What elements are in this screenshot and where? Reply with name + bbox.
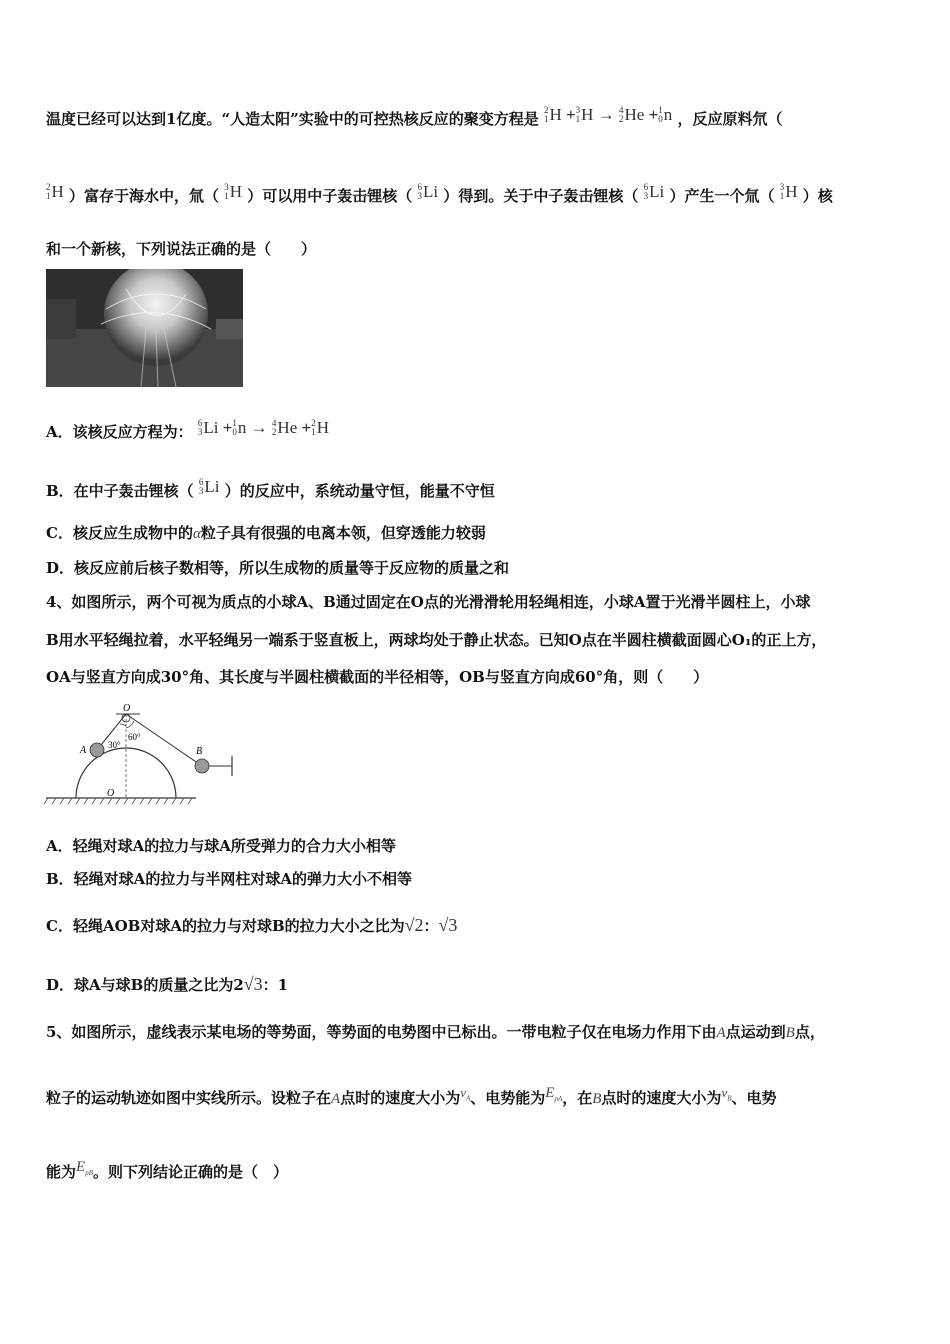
label-30: 30°	[108, 740, 121, 750]
fusion-equation: 2 1 H + 3 1 H → 4 2 He + 1 0 n	[543, 105, 673, 125]
q4-line-2: B用水平轻绳拉着，水平轻绳另一端系于竖直板上，两球均处于静止状态。已知O点在半圆柱横截面圆心O₁的正上方，	[46, 631, 827, 649]
q4-option-a: A．轻绳对球A的拉力与球A所受弹力的合力大小相等	[46, 837, 396, 855]
q4-line-1: 4、如图所示，两个可视为质点的小球A、B通过固定在O点的光滑滑轮用轻绳相连，小球A置于光滑半圆柱上，小球	[46, 593, 811, 611]
q3-option-c: C．核反应生成物中的α粒子具有很强的电离本领，但穿透能力较弱	[46, 524, 486, 542]
q4-option-c: C．轻绳AOB对球A的拉力与对球B的拉力大小之比为√2：√3	[46, 915, 458, 935]
q3-option-d: D．核反应前后核子数相等，所以生成物的质量等于反应物的质量之和	[46, 559, 510, 577]
q4-option-d: D．球A与球B的质量之比为2√3：1	[46, 974, 289, 994]
intro-line-1: 温度已经可以达到1亿度。“人造太阳”实验中的可控热核反应的聚变方程是 2 1 H + 3 1 H → 4 2 He + 1 0 n ，反应原料氘（	[46, 105, 783, 128]
q3-option-b: B．在中子轰击锂核（ 6 3 Li ）的反应中，系统动量守恒，能量不守恒	[46, 477, 495, 500]
tritium-symbol-2: 3 1 H	[779, 182, 798, 202]
deuterium-symbol: 2 1 H	[46, 182, 64, 202]
lithium-symbol-2: 6 3 Li	[643, 182, 665, 202]
lithium-symbol: 6 3 Li	[417, 182, 439, 202]
label-O1: O	[107, 788, 115, 799]
label-B: B	[196, 746, 203, 757]
q5-line-3: 能为$E_{pB}$。则下列结论正确的是（ ）	[46, 1159, 288, 1181]
label-A: A	[80, 745, 87, 756]
q4-diagram	[44, 700, 238, 808]
label-60: 60°	[128, 732, 141, 742]
q4-line-3: OA与竖直方向成30°角、其长度与半圆柱横截面的半径相等，OB与竖直方向成60°角，则（ ）	[46, 668, 709, 686]
option-a-equation: 6 3 Li + 1 0 n → 4 2 He + 2 1 H	[197, 418, 329, 438]
intro-line-2: 2 1 H ）富存于海水中，氚（ 3 1 H ）可以用中子轰击锂核（ 6 3 Li ）得到。关于中子轰击锂核（ 6 3 Li ）产生一个氚（ 3 1 H ）核	[46, 182, 833, 205]
label-O: O	[123, 703, 131, 714]
tritium-symbol: 3 1 H	[224, 182, 243, 202]
q4-option-b: B．轻绳对球A的拉力与半网柱对球A的弹力大小不相等	[46, 870, 412, 888]
q3-option-a: A．该核反应方程为： 6 3 Li + 1 0 n → 4 2 He + 2 1 H	[46, 418, 329, 441]
q5-line-1: 5、如图所示，虚线表示某电场的等势面，等势面的电势图中已标出。一带电粒子仅在电场力作用下由A点运动到B点，	[46, 1023, 825, 1041]
intro-line-3: 和一个新核，下列说法正确的是（ ）	[46, 240, 317, 258]
artificial-sun-photo	[46, 269, 243, 387]
q5-line-2: 粒子的运动轨迹如图中实线所示。设粒子在A点时的速度大小为$v_A$、电势能为$E_{pA}$，在B点时的速度大小为$v_B$、电势	[46, 1085, 777, 1107]
